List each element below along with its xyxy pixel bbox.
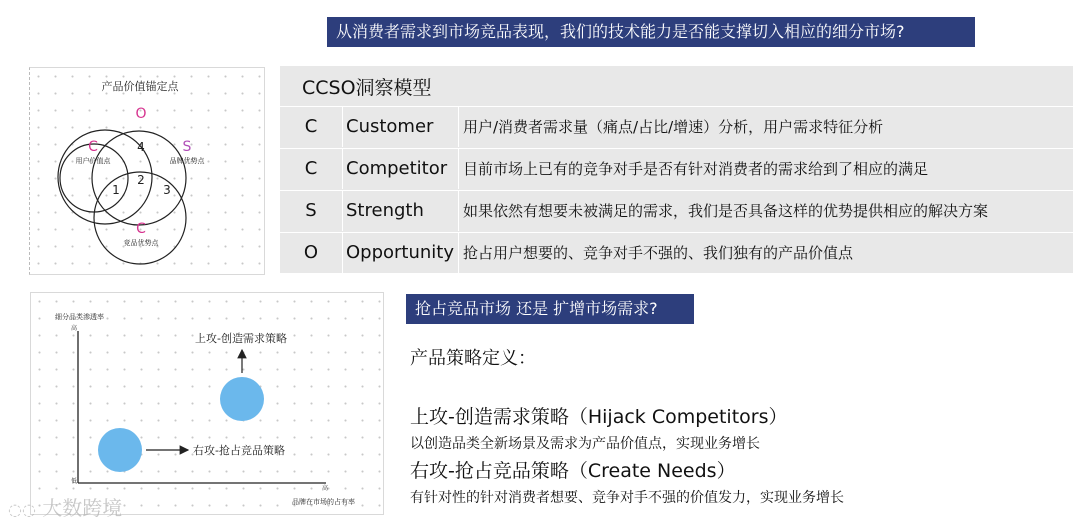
question-banner: 抢占竞品市场 还是 扩增市场需求?	[406, 294, 694, 324]
table-row	[280, 232, 1073, 273]
x-axis-label: 品牌在市场的占有率	[292, 498, 355, 506]
row-name: Opportunity	[346, 242, 455, 263]
label-strategy-up: 上攻-创造需求策略	[195, 332, 287, 345]
row-letter: O	[303, 242, 319, 263]
y-axis-label: 细分品类渗透率	[55, 313, 104, 321]
row-letter: C	[304, 116, 318, 137]
ccso-table	[280, 66, 1073, 273]
table-row	[280, 106, 1073, 147]
watermark-text: 大数跨境	[42, 496, 123, 520]
venn-region-2: 2	[137, 173, 145, 187]
venn-label-user-value: 用户价值点	[75, 157, 111, 165]
table-row	[280, 190, 1073, 231]
strategy-right-title: 右攻-抢占竞品策略（Create Needs）	[410, 460, 736, 482]
row-letter: S	[305, 200, 317, 221]
venn-diagram-panel	[29, 67, 265, 275]
strategy-up-title: 上攻-创造需求策略（Hijack Competitors）	[410, 406, 788, 428]
row-desc: 用户/消费者需求量（痛点/占比/增速）分析，用户需求特征分析	[463, 118, 884, 136]
strategy-up-desc: 以创造品类全新场景及需求为产品价值点，实现业务增长	[410, 436, 760, 452]
strategy-right-desc: 有针对性的针对消费者想要、竞争对手不强的价值发力，实现业务增长	[410, 490, 844, 506]
y-axis-high: 高	[71, 325, 78, 332]
venn-region-1: 1	[112, 183, 120, 197]
watermark	[8, 492, 122, 521]
venn-letter-o: O	[135, 106, 147, 122]
row-desc: 目前市场上已有的竞争对手是否有针对消费者的需求给到了相应的满足	[463, 160, 929, 178]
venn-letter-c-left: C	[88, 139, 98, 155]
table-row	[280, 148, 1073, 189]
venn-title: 产品价值锚定点	[101, 80, 179, 93]
ccso-title: CCSO洞察模型	[302, 77, 432, 99]
venn-label-brand-advantage: 品牌优势点	[169, 157, 205, 165]
strategy-matrix	[31, 293, 383, 514]
row-desc: 抢占用户想要的、竞争对手不强的、我们独有的产品价值点	[463, 244, 854, 262]
venn-label-competitor-advantage: 竞品优势点	[123, 239, 159, 247]
venn-letter-s: S	[182, 139, 192, 155]
row-name: Customer	[346, 116, 434, 137]
row-desc: 如果依然有想要未被满足的需求，我们是否具备这样的优势提供相应的解决方案	[463, 202, 989, 220]
x-axis-high: 高	[322, 485, 329, 492]
label-strategy-right: 右攻-抢占竞品策略	[193, 444, 285, 457]
venn-letter-c-bottom: C	[136, 221, 146, 237]
bubble-lower	[98, 428, 142, 472]
definition-heading: 产品策略定义：	[410, 348, 536, 369]
venn-diagram	[30, 68, 264, 274]
header-banner: 从消费者需求到市场竞品表现，我们的技术能力是否能支撑切入相应的细分市场?	[327, 17, 975, 47]
y-axis-low: 低	[71, 478, 78, 485]
venn-region-3: 3	[163, 183, 171, 197]
row-name: Competitor	[346, 158, 448, 179]
venn-region-4: 4	[137, 140, 145, 154]
strategy-matrix-panel	[30, 292, 384, 515]
row-letter: C	[304, 158, 318, 179]
watermark-logo-icon: ◌◌	[8, 500, 36, 519]
row-name: Strength	[346, 200, 424, 221]
bubble-upper	[220, 377, 264, 421]
